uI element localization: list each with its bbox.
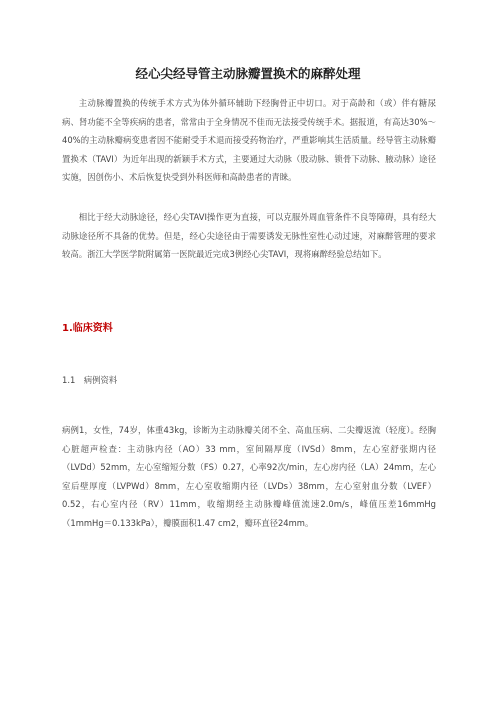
subsection-heading: 1.1 病例资料 [62,375,118,385]
document-title: 经心尖经导管主动脉瓣置换术的麻醉处理 [135,66,361,81]
approach-paragraph: 相比于经大动脉途径，经心尖TAVI操作更为直接，可以克服外周血管条件不良等障碍，具有经大动脉途径所不具备的优势。但是，经心尖途径由于需要诱发无脉性室性心动过速，对麻醉管理的要求较高。浙江大学医学院附属第一医院最近完成3例经心尖TAVI，现将麻醉经验总结如下。 [62,212,436,259]
section-heading: 1.临床资料 [62,323,113,334]
intro-paragraph: 主动脉瓣置换的传统手术方式为体外循环辅助下经胸骨正中切口。对于高龄和（或）伴有糖尿病、肾功能不全等疾病的患者，常常由于全身情况不佳而无法接受传统手术。据报道，有高达30%～40%的主动脉瓣病变患者因不能耐受手术退而接受药物治疗，严重影响其生活质量。经导管主动脉瓣置换术（TAVI）为近年出现的新颖手术方式，主要通过大动脉（股动脉、锁骨下动脉、腋动脉）途径实施，因创伤小、术后恢复快受到外科医师和高龄患者的青睐。 [62,98,436,182]
case-paragraph: 病例1，女性，74岁，体重43kg，诊断为主动脉瓣关闭不全、高血压病、二尖瓣返流（轻度）。经胸心脏超声检查：主动脉内径（AO）33 mm，室间隔厚度（IVSd）8mm，左心室舒张期内径（LVDd）52mm，左心室缩短分数（FS）0.27，心率92次/min，左心房内径（LA）24mm，左心室后壁厚度（LVPWd）8mm，左心室收缩期内径（LVDs）38mm，左心室射血分数（LVEF）0.52，右心室内径（RV）11mm，收缩期经主动脉瓣峰值流速2.0m/s，峰值压差16mmHg（1mmHg＝0.133kPa），瓣膜面积1.47 cm2，瓣环直径24mm。 [62,425,436,528]
